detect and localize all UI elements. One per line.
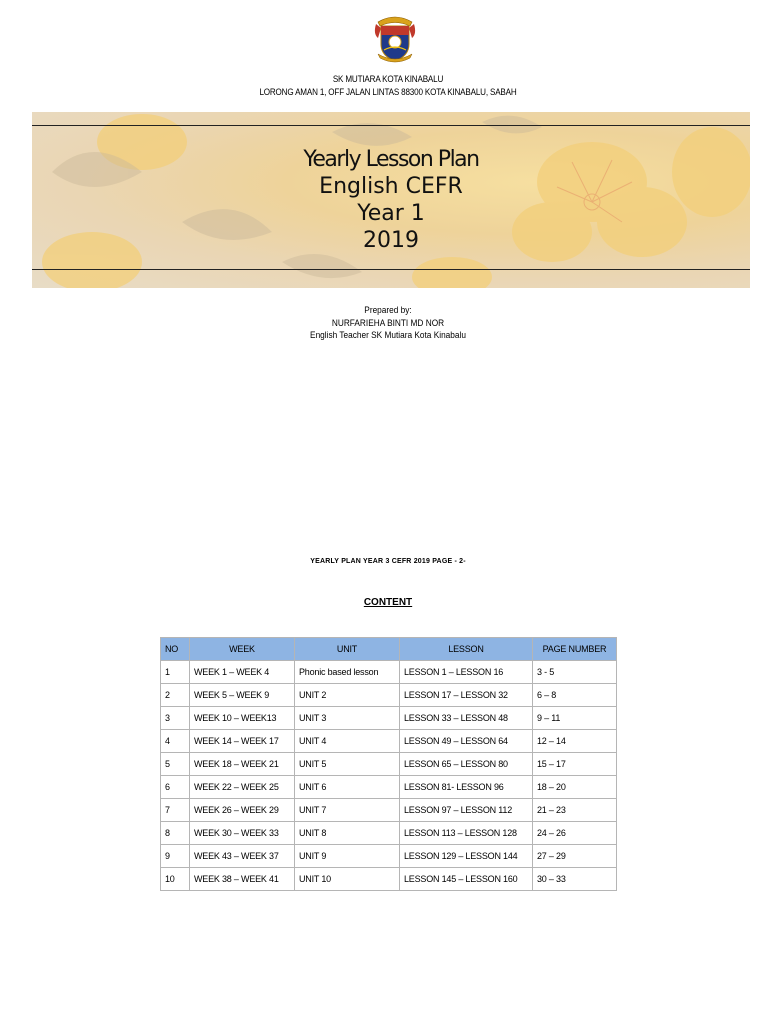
cell-lesson: LESSON 33 – LESSON 48 — [400, 707, 533, 730]
cell-unit: UNIT 8 — [295, 822, 400, 845]
cell-no: 6 — [161, 776, 190, 799]
cell-no: 4 — [161, 730, 190, 753]
cell-unit: UNIT 10 — [295, 868, 400, 891]
cell-page: 24 – 26 — [533, 822, 617, 845]
document-title: Yearly Lesson Plan — [303, 147, 479, 172]
contents-table — [160, 637, 617, 891]
school-address: LORONG AMAN 1, OFF JALAN LINTAS 88300 KOTA KINABALU, SABAH — [259, 87, 517, 97]
cell-lesson: LESSON 129 – LESSON 144 — [400, 845, 533, 868]
cell-lesson: LESSON 1 – LESSON 16 — [400, 661, 533, 684]
cell-week: WEEK 18 – WEEK 21 — [190, 753, 295, 776]
cell-page: 21 – 23 — [533, 799, 617, 822]
cell-lesson: LESSON 81- LESSON 96 — [400, 776, 533, 799]
table-header-row — [161, 638, 617, 661]
banner-top-rule — [32, 125, 750, 126]
table-row — [161, 868, 617, 891]
table-row — [161, 730, 617, 753]
cell-lesson: LESSON 17 – LESSON 32 — [400, 684, 533, 707]
cell-no: 9 — [161, 845, 190, 868]
cell-lesson: LESSON 145 – LESSON 160 — [400, 868, 533, 891]
cell-no: 7 — [161, 799, 190, 822]
table-row — [161, 822, 617, 845]
table-row — [161, 799, 617, 822]
header-no: NO — [161, 638, 190, 661]
prepared-by-label: Prepared by: — [364, 305, 412, 315]
preparer-role: English Teacher SK Mutiara Kota Kinabalu — [310, 330, 466, 340]
cell-no: 5 — [161, 753, 190, 776]
cell-unit: UNIT 3 — [295, 707, 400, 730]
table-row — [161, 845, 617, 868]
cell-page: 3 - 5 — [533, 661, 617, 684]
cell-week: WEEK 10 – WEEK13 — [190, 707, 295, 730]
cell-page: 18 – 20 — [533, 776, 617, 799]
cell-lesson: LESSON 49 – LESSON 64 — [400, 730, 533, 753]
cell-lesson: LESSON 113 – LESSON 128 — [400, 822, 533, 845]
cell-page: 30 – 33 — [533, 868, 617, 891]
cell-lesson: LESSON 65 – LESSON 80 — [400, 753, 533, 776]
preparer-name: NURFARIEHA BINTI MD NOR — [331, 318, 445, 328]
cell-page: 9 – 11 — [533, 707, 617, 730]
table-row — [161, 684, 617, 707]
cell-unit: UNIT 9 — [295, 845, 400, 868]
year-title: Year 1 — [357, 201, 425, 226]
header-week: WEEK — [190, 638, 295, 661]
page-header: YEARLY PLAN YEAR 3 CEFR 2019 PAGE - 2- — [310, 558, 466, 565]
school-crest-icon — [372, 14, 418, 64]
calendar-year-title: 2019 — [363, 228, 419, 253]
school-name: SK MUTIARA KOTA KINABALU — [332, 74, 444, 84]
header-unit: UNIT — [295, 638, 400, 661]
cell-no: 2 — [161, 684, 190, 707]
cell-week: WEEK 43 – WEEK 37 — [190, 845, 295, 868]
cell-no: 1 — [161, 661, 190, 684]
cell-no: 10 — [161, 868, 190, 891]
subject-title: English CEFR — [319, 174, 463, 199]
cell-week: WEEK 26 – WEEK 29 — [190, 799, 295, 822]
cell-page: 12 – 14 — [533, 730, 617, 753]
cell-page: 6 – 8 — [533, 684, 617, 707]
cell-no: 8 — [161, 822, 190, 845]
table-row — [161, 753, 617, 776]
cell-week: WEEK 30 – WEEK 33 — [190, 822, 295, 845]
table-row — [161, 707, 617, 730]
content-heading: CONTENT — [363, 597, 413, 608]
cell-no: 3 — [161, 707, 190, 730]
cell-week: WEEK 38 – WEEK 41 — [190, 868, 295, 891]
table-row — [161, 661, 617, 684]
cell-unit: UNIT 5 — [295, 753, 400, 776]
cell-unit: UNIT 7 — [295, 799, 400, 822]
cell-page: 27 – 29 — [533, 845, 617, 868]
cell-page: 15 – 17 — [533, 753, 617, 776]
cell-week: WEEK 1 – WEEK 4 — [190, 661, 295, 684]
cell-week: WEEK 5 – WEEK 9 — [190, 684, 295, 707]
header-lesson: LESSON — [400, 638, 533, 661]
cell-week: WEEK 22 – WEEK 25 — [190, 776, 295, 799]
cell-lesson: LESSON 97 – LESSON 112 — [400, 799, 533, 822]
title-banner — [32, 112, 750, 288]
cell-unit: UNIT 4 — [295, 730, 400, 753]
header-page-number: PAGE NUMBER — [533, 638, 617, 661]
banner-bottom-rule — [32, 269, 750, 270]
cell-unit: UNIT 6 — [295, 776, 400, 799]
cell-unit: UNIT 2 — [295, 684, 400, 707]
table-row — [161, 776, 617, 799]
cell-week: WEEK 14 – WEEK 17 — [190, 730, 295, 753]
cell-unit: Phonic based lesson — [295, 661, 400, 684]
